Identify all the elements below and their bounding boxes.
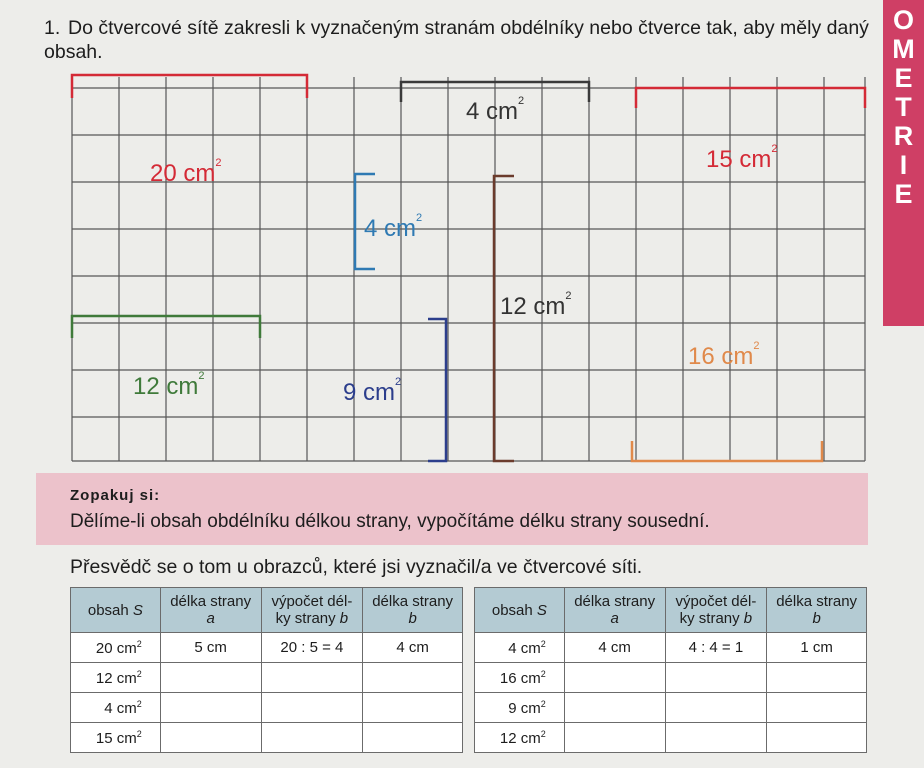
cell-calc[interactable] <box>665 723 767 753</box>
review-text: Dělíme-li obsah obdélníku délkou strany, vypočítáme délku strany sousední. <box>70 511 710 532</box>
cell-side-b[interactable] <box>363 693 463 723</box>
cell-calc[interactable] <box>261 663 363 693</box>
cell-area: 15 $cm^2$ <box>71 723 161 753</box>
sidebar-letter: I <box>899 150 908 180</box>
table-row <box>475 723 867 753</box>
label-4-top: 4 $cm^2$ <box>466 95 525 125</box>
side-15-red <box>636 88 865 108</box>
cell-area: 4 $cm^2$ <box>71 693 161 723</box>
cell-calc[interactable] <box>261 723 363 753</box>
cell-area: 4 $cm^2$ <box>475 633 565 663</box>
sidebar-letter: M <box>892 34 915 64</box>
header-side-b: délka strany b <box>363 588 463 633</box>
header-side-b: délka strany b <box>767 588 867 633</box>
cell-calc[interactable] <box>665 693 767 723</box>
side-20-red <box>72 75 307 98</box>
label-20: 20 $cm^2$ <box>150 157 222 187</box>
cell-side-a[interactable] <box>564 723 665 753</box>
label-9: 9 $cm^2$ <box>343 376 402 406</box>
label-12-brown: 12 $cm^2$ <box>500 290 572 320</box>
label-4-blue: 4 $cm^2$ <box>364 212 423 242</box>
side-16-orange <box>632 441 822 461</box>
cell-side-b[interactable] <box>767 663 867 693</box>
cell-calc[interactable] <box>261 693 363 723</box>
task-instruction: Do čtvercové sítě zakresli k vyznačeným stranám obdélníky nebo čtverce tak, aby měly daný obsah. <box>44 17 869 63</box>
header-area: obsah S <box>71 588 161 633</box>
table-row <box>71 723 463 753</box>
header-area: obsah S <box>475 588 565 633</box>
cell-area: 9 $cm^2$ <box>475 693 565 723</box>
table-right <box>474 587 867 753</box>
table-row <box>71 633 463 663</box>
cell-side-a[interactable] <box>160 663 261 693</box>
check-instruction: Přesvědč se o tom u obrazců, které jsi vyznačil/a ve čtvercové síti. <box>70 556 643 578</box>
cell-side-a[interactable]: 5 cm <box>160 633 261 663</box>
header-side-a: délka strany a <box>564 588 665 633</box>
side-9-navy <box>428 319 446 461</box>
cell-side-a[interactable] <box>564 663 665 693</box>
sidebar-letter: R <box>893 121 914 151</box>
cell-side-b[interactable] <box>363 663 463 693</box>
cell-side-a[interactable] <box>160 723 261 753</box>
label-12-green: 12 $cm^2$ <box>133 370 205 400</box>
cell-area: 12 $cm^2$ <box>71 663 161 693</box>
cell-calc[interactable]: 20 : 5 = 4 <box>261 633 363 663</box>
cell-side-a[interactable] <box>160 693 261 723</box>
sidebar-letter: E <box>894 179 913 209</box>
sidebar-letter: T <box>895 92 912 122</box>
label-15: 15 $cm^2$ <box>706 143 778 173</box>
cell-calc[interactable]: 4 : 4 = 1 <box>665 633 767 663</box>
sidebar-letter: E <box>894 63 913 93</box>
header-calc: výpočet dél- ky strany b <box>665 588 767 633</box>
table-row <box>475 693 867 723</box>
table-left <box>70 587 463 753</box>
cell-side-a[interactable]: 4 cm <box>564 633 665 663</box>
cell-area: 16 $cm^2$ <box>475 663 565 693</box>
cell-area: 20 $cm^2$ <box>71 633 161 663</box>
task-number: 1. <box>44 17 61 39</box>
table-row <box>71 663 463 693</box>
cell-side-b[interactable]: 1 cm <box>767 633 867 663</box>
review-box <box>36 473 868 545</box>
label-16: 16 $cm^2$ <box>688 340 760 370</box>
review-title: Zopakuj si: <box>70 487 161 504</box>
table-row <box>71 693 463 723</box>
grid-lines <box>72 77 865 461</box>
header-calc: výpočet dél- ky strany b <box>261 588 363 633</box>
cell-side-b[interactable]: 4 cm <box>363 633 463 663</box>
cell-calc[interactable] <box>665 663 767 693</box>
cell-area: 12 $cm^2$ <box>475 723 565 753</box>
cell-side-b[interactable] <box>767 723 867 753</box>
header-side-a: délka strany a <box>160 588 261 633</box>
cell-side-b[interactable] <box>767 693 867 723</box>
cell-side-b[interactable] <box>363 723 463 753</box>
cell-side-a[interactable] <box>564 693 665 723</box>
table-row <box>475 663 867 693</box>
sidebar-letter: O <box>892 5 914 35</box>
table-row <box>475 633 867 663</box>
